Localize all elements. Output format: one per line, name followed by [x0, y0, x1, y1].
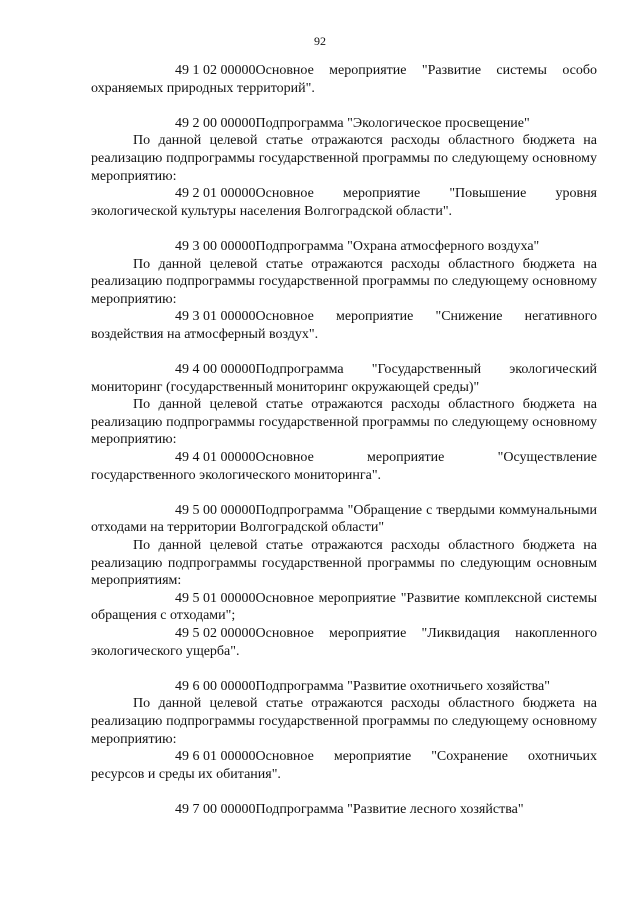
- target-article-code: 49 2 00 00000: [175, 115, 256, 131]
- main-event-entry: [91, 62, 597, 97]
- target-article-code: 49 3 01 00000: [175, 309, 256, 325]
- entry-text: Подпрограмма "Развитие охотничьего хозяйства": [255, 678, 550, 694]
- paragraph-spacer: [91, 220, 597, 238]
- entry-text: Подпрограмма "Государственный экологический мониторинг (государственный мониторинг окружающей среды)": [91, 362, 597, 395]
- entry-text: По данной целевой статье отражаются расходы областного бюджета на реализацию подпрограммы государственной программы по следующему основному мероприятию:: [91, 397, 597, 448]
- entry-text: Подпрограмма "Обращение с твердыми коммунальными отходами на территории Волгоградской области": [91, 502, 597, 536]
- target-article-code: 49 6 01 00000: [175, 749, 256, 765]
- entry-text: Подпрограмма "Развитие лесного хозяйства": [255, 801, 524, 817]
- main-event-entry: [91, 625, 597, 660]
- main-event-entry: [91, 185, 597, 220]
- target-article-code: 49 4 01 00000: [175, 450, 256, 466]
- description-paragraph: [91, 132, 597, 185]
- main-event-entry: [91, 308, 597, 343]
- entry-text: По данной целевой статье отражаются расходы областного бюджета на реализацию подпрограммы государственной программы по следующему основному мероприятию:: [91, 256, 597, 307]
- target-article-code: 49 4 00 00000: [175, 362, 256, 378]
- target-article-code: 49 5 02 00000: [175, 626, 256, 641]
- entry-text: Основное мероприятие "Развитие комплексной системы обращения с отходами";: [91, 590, 597, 624]
- main-event-entry: [91, 748, 597, 783]
- subprogram-heading: [91, 502, 597, 537]
- paragraph-spacer: [91, 484, 597, 502]
- target-article-code: 49 3 00 00000: [175, 238, 256, 254]
- paragraph-spacer: [91, 783, 597, 801]
- entry-text: По данной целевой статье отражаются расходы областного бюджета на реализацию подпрограммы государственной программы по следующему основному мероприятию:: [91, 133, 597, 184]
- paragraph-spacer: [91, 97, 597, 115]
- paragraph-spacer: [91, 344, 597, 362]
- target-article-code: 49 1 02 00000: [175, 63, 256, 78]
- description-paragraph: [91, 396, 597, 449]
- entry-text: Подпрограмма "Экологическое просвещение": [255, 115, 530, 131]
- target-article-code: 49 2 01 00000: [175, 186, 256, 202]
- target-article-code: 49 5 01 00000: [175, 590, 256, 606]
- main-event-entry: [91, 449, 597, 484]
- target-article-code: 49 5 00 00000: [175, 502, 256, 518]
- entry-text: Подпрограмма "Охрана атмосферного воздуха": [255, 238, 540, 254]
- paragraph-spacer: [91, 660, 597, 678]
- description-paragraph: [91, 695, 597, 748]
- subprogram-heading: [91, 678, 597, 696]
- target-article-code: 49 7 00 00000: [175, 801, 256, 817]
- entry-text: По данной целевой статье отражаются расходы областного бюджета на реализацию подпрограммы государственной программы по следующему основному мероприятию:: [91, 696, 597, 747]
- entry-text: Основное мероприятие "Развитие системы особо охраняемых природных территорий".: [91, 63, 597, 96]
- subprogram-heading: [91, 801, 597, 819]
- description-paragraph: [91, 537, 597, 590]
- entry-text: По данной целевой статье отражаются расходы областного бюджета на реализацию подпрограммы государственной программы по следующим основным мероприятиям:: [91, 538, 597, 589]
- document-body: [91, 62, 597, 819]
- target-article-code: 49 6 00 00000: [175, 678, 256, 694]
- subprogram-heading: [91, 361, 597, 396]
- page-number: 92: [314, 34, 326, 48]
- subprogram-heading: [91, 115, 597, 133]
- entry-text: Основное мероприятие "Сохранение охотничьих ресурсов и среды их обитания".: [91, 749, 597, 782]
- entry-text: Основное мероприятие "Ликвидация накопленного экологического ущерба".: [91, 626, 597, 659]
- main-event-entry: [91, 590, 597, 625]
- entry-text: Основное мероприятие "Повышение уровня экологической культуры населения Волгоградской области".: [91, 186, 597, 219]
- entry-text: Основное мероприятие "Осуществление государственного экологического мониторинга".: [91, 450, 597, 483]
- entry-text: Основное мероприятие "Снижение негативного воздействия на атмосферный воздух".: [91, 309, 597, 342]
- subprogram-heading: [91, 238, 597, 256]
- description-paragraph: [91, 256, 597, 309]
